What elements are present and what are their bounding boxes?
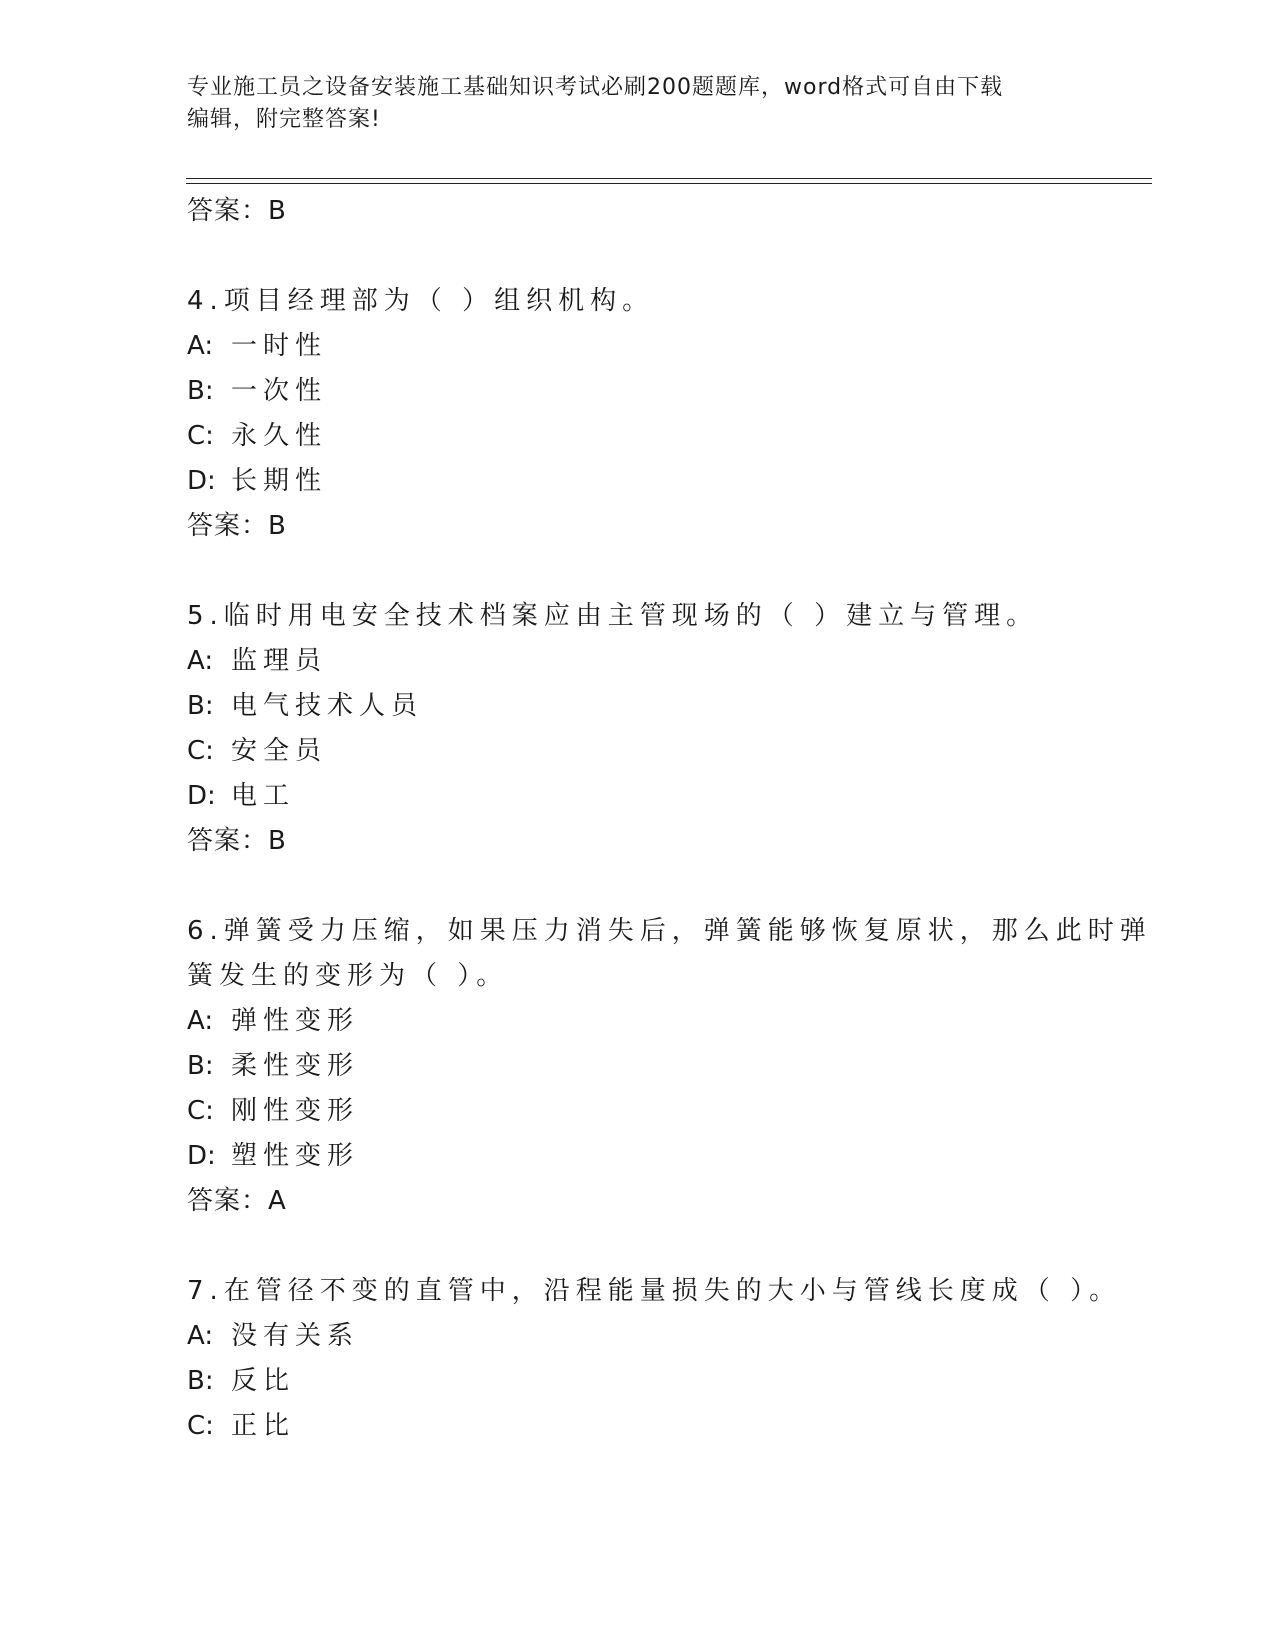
question-6-option-b: [187, 1044, 1087, 1089]
question-6: [187, 909, 1152, 1224]
question-6-option-d: [187, 1134, 1087, 1179]
question-5-option-c: [187, 729, 1087, 774]
option-text: 电工: [231, 781, 296, 811]
question-5-text: 5.临时用电安全技术档案应由主管现场的（ ）建立与管理。: [187, 601, 1039, 631]
option-text: 塑性变形: [231, 1141, 360, 1171]
question-7-option-c: [187, 1404, 1087, 1449]
option-text: 反比: [231, 1366, 296, 1396]
question-5-answer: 答案：B: [187, 826, 287, 856]
option-text: 电气技术人员: [231, 691, 424, 721]
option-key: A:: [187, 646, 214, 676]
question-4-option-b: [187, 369, 1087, 414]
option-key: A:: [187, 1321, 214, 1351]
option-text: 长期性: [231, 466, 328, 496]
option-key: C:: [187, 421, 214, 451]
option-text: 安全员: [231, 736, 328, 766]
option-text: 柔性变形: [231, 1051, 360, 1081]
option-text: 正比: [231, 1411, 296, 1441]
question-6-answer: 答案：A: [187, 1186, 287, 1216]
header-title-line-1: 专业施工员之设备安装施工基础知识考试必刷200题题库，word格式可自由下载: [187, 75, 1004, 100]
question-6-option-c: [187, 1089, 1087, 1134]
question-4-text: 4.项目经理部为（ ）组织机构。: [187, 286, 655, 316]
question-4-option-d: [187, 459, 1087, 504]
question-7-option-a: [187, 1314, 1087, 1359]
spacer: [187, 234, 1087, 279]
question-7: [187, 1269, 1122, 1449]
question-list: [187, 189, 1152, 1449]
question-6-text-line-2: 簧发生的变形为（ ）。: [187, 961, 509, 991]
option-text: 刚性变形: [231, 1096, 360, 1126]
header-divider-top: [186, 178, 1152, 179]
option-text: 永久性: [231, 421, 328, 451]
question-4-answer: 答案：B: [187, 511, 287, 541]
question-7-option-b: [187, 1359, 1087, 1404]
question-7-text: 7.在管径不变的直管中，沿程能量损失的大小与管线长度成（ ）。: [187, 1276, 1122, 1306]
question-5-option-b: [187, 684, 1087, 729]
option-key: C:: [187, 1096, 214, 1126]
option-text: 弹性变形: [231, 1006, 360, 1036]
option-text: 没有关系: [231, 1321, 360, 1351]
spacer: [187, 1224, 1087, 1269]
question-5-option-a: [187, 639, 1087, 684]
spacer: [187, 864, 1087, 909]
option-text: 一时性: [231, 331, 328, 361]
option-key: C:: [187, 736, 214, 766]
option-key: A:: [187, 331, 214, 361]
option-key: B:: [187, 1051, 214, 1081]
option-text: 一次性: [231, 376, 328, 406]
question-6-option-a: [187, 999, 1087, 1044]
option-key: C:: [187, 1411, 214, 1441]
option-text: 监理员: [231, 646, 328, 676]
header-divider-bottom: [186, 183, 1152, 184]
spacer: [187, 549, 1087, 594]
question-4-option-c: [187, 414, 1087, 459]
question-5-option-d: [187, 774, 1087, 819]
question-4: [187, 279, 1087, 549]
previous-question-answer: 答案：B: [187, 196, 287, 226]
header-title-line-2: 编辑，附完整答案!: [187, 107, 381, 132]
option-key: B:: [187, 376, 214, 406]
option-key: A:: [187, 1006, 214, 1036]
question-4-option-a: [187, 324, 1087, 369]
option-key: B:: [187, 1366, 214, 1396]
document-header: [187, 72, 1087, 136]
option-key: D:: [187, 466, 216, 496]
option-key: D:: [187, 781, 216, 811]
option-key: D:: [187, 1141, 216, 1171]
question-5: [187, 594, 1087, 864]
question-6-text-line-1: 6.弹簧受力压缩，如果压力消失后，弹簧能够恢复原状，那么此时弹: [187, 916, 1152, 946]
option-key: B:: [187, 691, 214, 721]
